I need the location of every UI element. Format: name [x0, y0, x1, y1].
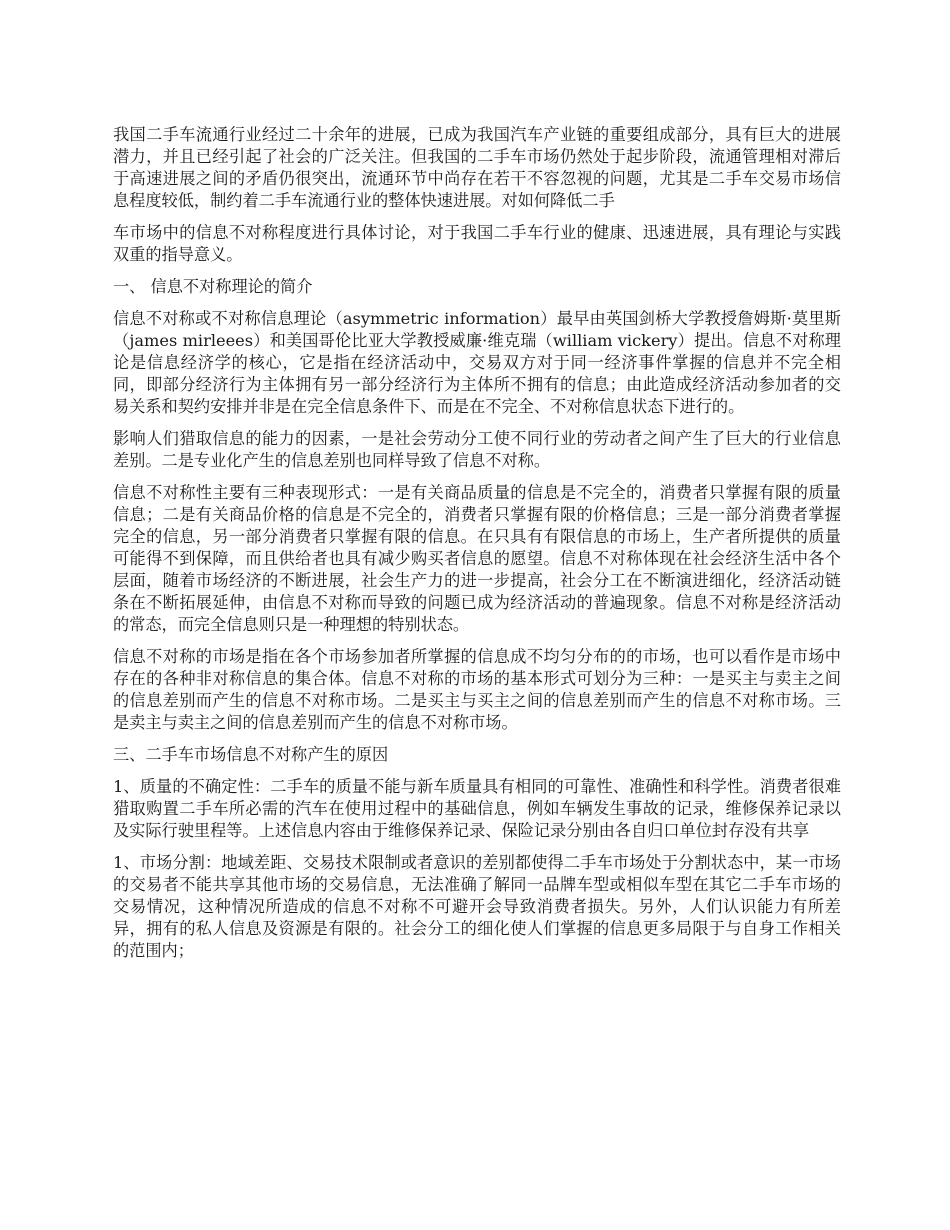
paragraph-quality-uncertainty: 1、质量的不确定性：二手车的质量不能与新车质量具有相同的可靠性、准确性和科学性。消费者很难猎取购置二手车所必需的汽车在使用过程中的基础信息，例如车辆发生事故的记录，维修保养记录以及实际行驶里程等。上述信息内容由于维修保养记录、保险记录分别由各自归口单位封存没有共享 — [113, 777, 841, 840]
section-heading-3: 三、二手车市场信息不对称产生的原因 — [113, 745, 389, 764]
paragraph-intro: 我国二手车流通行业经过二十余年的进展，已成为我国汽车产业链的重要组成部分，具有巨大的进展潜力，并且已经引起了社会的广泛关注。但我国的二手车市场仍然处于起步阶段，流通管理相对滞后于高速进展之间的矛盾仍很突出，流通环节中尚存在若干不容忽视的问题，尤其是二手车交易市场信息程度较低，制约着二手车流通行业的整体快速进展。对如何降低二手 — [113, 125, 841, 210]
paragraph-asymmetry-forms: 信息不对称性主要有三种表现形式：一是有关商品质量的信息是不完全的，消费者只掌握有限的质量信息；二是有关商品价格的信息是不完全的，消费者只掌握有限的价格信息；三是一部分消费者掌握完全的信息，另一部分消费者只掌握有限的信息。在只具有有限信息的市场上，生产者所提供的质量可能得不到保障，而且供给者也具有减少购买者信息的愿望。信息不对称体现在社会经济生活中各个层面，随着市场经济的不断进展，社会生产力的进一步提高，社会分工在不断演进细化，经济活动链条在不断拓展延伸，由信息不对称而导致的问题已成为经济活动的普遍现象。信息不对称是经济活动的常态，而完全信息则只是一种理想的特别状态。 — [113, 483, 841, 634]
section-heading-1: 一、 信息不对称理论的简介 — [113, 277, 313, 296]
paragraph-theory-definition: 信息不对称或不对称信息理论（asymmetric information）最早由英国剑桥大学教授詹姆斯·莫里斯（james mirleees）和美国哥伦比亚大学教授威廉·维克瑞（william vickery）提出。信息不对称理论是信息经济学的核心，它是指在经济活动中，交易双方对于同一经济事件掌握的信息并不完全相同，即部分经济行为主体拥有另一部分经济行为主体所不拥有的信息；由此造成经济活动参加者的交易关系和契约安排并非是在完全信息条件下、而是在不完全、不对称信息状态下进行的。 — [113, 309, 841, 416]
paragraph-asymmetric-market: 信息不对称的市场是指在各个市场参加者所掌握的信息成不均匀分布的的市场，也可以看作是市场中存在的各种非对称信息的集合体。信息不对称的市场的基本形式可划分为三种：一是买主与卖主之间的信息差别而产生的信息不对称市场。二是买主与买主之间的信息差别而产生的信息不对称市场。三是卖主与卖主之间的信息差别而产生的信息不对称市场。 — [113, 647, 841, 732]
paragraph-intro-continued: 车市场中的信息不对称程度进行具体讨论，对于我国二手车行业的健康、迅速进展，具有理论与实践双重的指导意义。 — [113, 223, 841, 264]
document-body — [113, 124, 841, 972]
paragraph-market-segmentation: 1、市场分割：地域差距、交易技术限制或者意识的差别都使得二手车市场处于分割状态中，某一市场的交易者不能共享其他市场的交易信息，无法准确了解同一品牌车型或相似车型在其它二手车市场的交易情况，这种情况所造成的信息不对称不可避开会导致消费者损失。另外，人们认识能力有所差异，拥有的私人信息及资源是有限的。社会分工的细化使人们掌握的信息更多局限于与自身工作相关的范围内； — [113, 853, 841, 960]
paragraph-information-ability: 影响人们猎取信息的能力的因素，一是社会劳动分工使不同行业的劳动者之间产生了巨大的行业信息差别。二是专业化产生的信息差别也同样导致了信息不对称。 — [113, 429, 841, 470]
